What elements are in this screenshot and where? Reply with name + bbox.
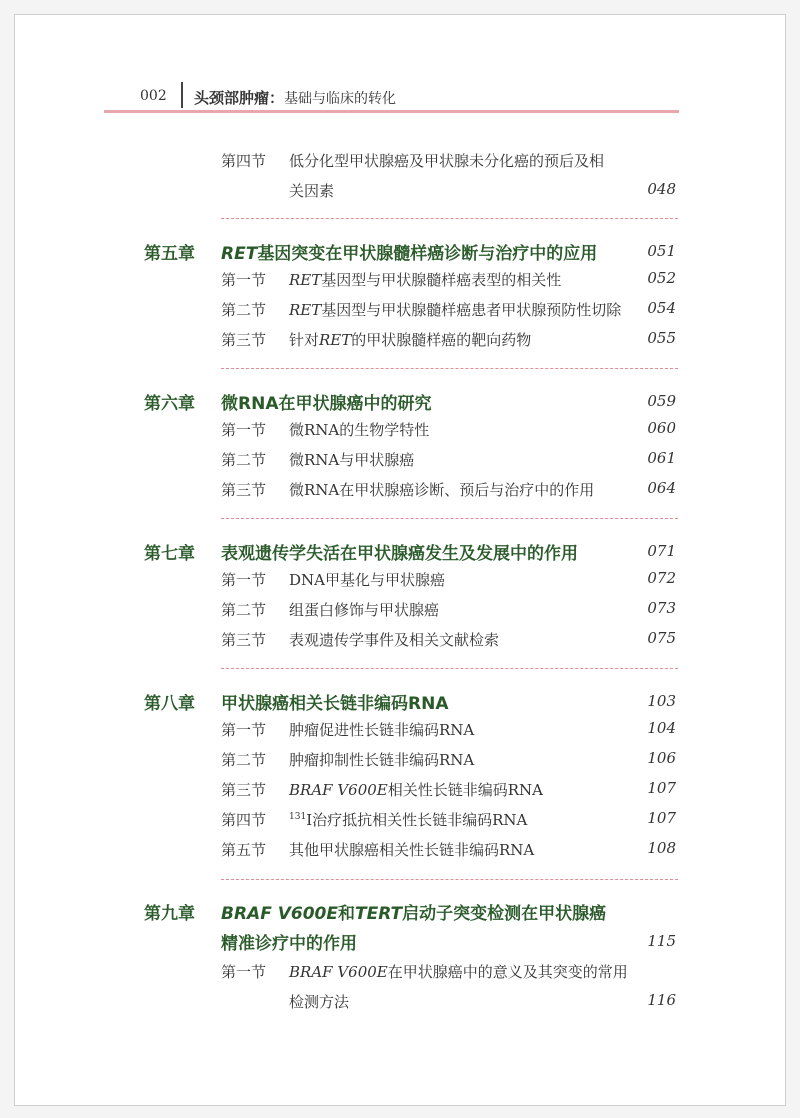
page-ref: 055 (647, 329, 676, 347)
chapter-title: 表观遗传学失活在甲状腺癌发生及发展中的作用 (221, 544, 578, 564)
section-title-text: I治疗抵抗相关性长链非编码RNA (306, 811, 528, 829)
section-label: 第一节 (221, 421, 267, 439)
section-title (289, 329, 531, 350)
section-label: 第一节 (221, 571, 267, 589)
section-title (289, 299, 621, 320)
gene-name: RET (289, 301, 322, 319)
chapter-title (221, 239, 597, 264)
chapter-divider (221, 218, 678, 219)
section-label: 第三节 (221, 331, 267, 349)
section-title: 微RNA与甲状腺癌 (289, 451, 415, 469)
page-ref: 051 (647, 242, 676, 260)
page-ref: 064 (647, 479, 676, 497)
chapter-title-text: 基因突变在甲状腺髓样癌诊断与治疗中的应用 (257, 244, 598, 264)
section-label: 第二节 (221, 601, 267, 619)
page-ref: 060 (647, 419, 676, 437)
chapter-label: 第五章 (144, 244, 195, 264)
chapter-title: 甲状腺癌相关长链非编码RNA (221, 694, 449, 714)
section-label: 第二节 (221, 451, 267, 469)
section-title-text: 在甲状腺癌中的意义及其突变的常用 (387, 963, 628, 981)
isotope-superscript: 131 (289, 812, 307, 822)
toc-chapter-row[interactable] (0, 539, 800, 569)
page-ref: 116 (647, 991, 676, 1009)
page-ref: 052 (647, 269, 676, 287)
toc-chapter-row[interactable] (0, 899, 800, 929)
page-ref: 071 (647, 542, 676, 560)
section-label: 第一节 (221, 721, 267, 739)
page-ref: 106 (647, 749, 676, 767)
toc-chapter-row[interactable] (0, 239, 800, 269)
section-label: 第五节 (221, 841, 267, 859)
toc-chapter-row[interactable] (0, 689, 800, 719)
section-title: 微RNA的生物学特性 (289, 421, 430, 439)
chapter-divider (221, 668, 678, 669)
chapter-divider (221, 518, 678, 519)
section-title-text: 基因型与甲状腺髓样癌患者甲状腺预防性切除 (321, 301, 622, 319)
page-ref: 103 (647, 692, 676, 710)
chapter-label: 第八章 (144, 694, 195, 714)
section-label: 第三节 (221, 481, 267, 499)
toc-section-row[interactable] (0, 269, 800, 299)
page-ref: 075 (647, 629, 676, 647)
chapter-label: 第六章 (144, 394, 195, 414)
toc-section-row[interactable] (0, 749, 800, 779)
toc-section-row-continued[interactable] (0, 991, 800, 1021)
section-title-text: 相关性长链非编码RNA (387, 781, 544, 799)
toc-section-row[interactable] (0, 629, 800, 659)
page-ref: 108 (647, 839, 676, 857)
section-title-text: 基因型与甲状腺髓样癌表型的相关性 (321, 271, 562, 289)
toc-chapter-row-continued[interactable] (0, 929, 800, 959)
page-ref: 104 (647, 719, 676, 737)
chapter-title (221, 899, 606, 924)
page-ref: 072 (647, 569, 676, 587)
section-label: 第四节 (221, 152, 267, 170)
section-label: 第三节 (221, 781, 267, 799)
section-title: 低分化型甲状腺癌及甲状腺未分化癌的预后及相 (289, 152, 605, 170)
section-title-text: 的甲状腺髓样癌的靶向药物 (351, 331, 532, 349)
page-ref: 115 (647, 932, 676, 950)
toc-section-row[interactable] (0, 809, 800, 839)
gene-name: RET (319, 331, 352, 349)
chapter-title-text: 启动子突变检测在甲状腺癌 (402, 904, 607, 924)
toc-section-row[interactable] (0, 961, 800, 991)
section-title-prefix: 针对 (289, 331, 320, 349)
section-label: 第四节 (221, 811, 267, 829)
toc-section-row[interactable] (0, 569, 800, 599)
chapter-label: 第九章 (144, 904, 195, 924)
toc-section-row[interactable] (0, 599, 800, 629)
toc-section-row[interactable] (0, 779, 800, 809)
gene-name: BRAF V600E (221, 904, 338, 924)
section-label: 第一节 (221, 271, 267, 289)
page-ref: 061 (647, 449, 676, 467)
chapter-title: 微RNA在甲状腺癌中的研究 (221, 394, 432, 414)
page-ref: 107 (647, 809, 676, 827)
gene-name: RET (289, 271, 322, 289)
chapter-title-line2: 精准诊疗中的作用 (221, 934, 357, 954)
section-title: 肿瘤促进性长链非编码RNA (289, 721, 475, 739)
section-title: 微RNA在甲状腺癌诊断、预后与治疗中的作用 (289, 481, 595, 499)
section-title (289, 961, 628, 982)
section-label: 第二节 (221, 751, 267, 769)
gene-name: BRAF V600E (289, 963, 388, 981)
toc-section-row[interactable] (0, 329, 800, 359)
section-title-line2: 检测方法 (289, 993, 350, 1011)
section-title (289, 779, 543, 800)
toc-section-row[interactable] (0, 479, 800, 509)
section-title: 组蛋白修饰与甲状腺癌 (289, 601, 440, 619)
chapter-title-conjunction: 和 (338, 904, 355, 924)
page-ref: 073 (647, 599, 676, 617)
toc-section-row-continued[interactable] (0, 180, 800, 210)
page-ref: 054 (647, 299, 676, 317)
section-title (289, 809, 527, 830)
chapter-label: 第七章 (144, 544, 195, 564)
toc-section-row[interactable] (0, 150, 800, 180)
section-label: 第二节 (221, 301, 267, 319)
toc-section-row[interactable] (0, 449, 800, 479)
section-label: 第一节 (221, 963, 267, 981)
toc-section-row[interactable] (0, 839, 800, 869)
gene-name: BRAF V600E (289, 781, 388, 799)
book-title-bold: 头颈部肿瘤： (194, 89, 285, 107)
toc-section-row[interactable] (0, 419, 800, 449)
page-ref: 107 (647, 779, 676, 797)
page-number: 002 (140, 88, 167, 104)
page-ref: 059 (647, 392, 676, 410)
toc-section-row[interactable] (0, 719, 800, 749)
page-ref: 048 (647, 180, 676, 198)
gene-name: RET (221, 244, 258, 264)
chapter-divider (221, 368, 678, 369)
section-title-line2: 关因素 (289, 182, 335, 200)
gene-name: TERT (355, 904, 403, 924)
section-title (289, 269, 561, 290)
section-title: DNA甲基化与甲状腺癌 (289, 571, 445, 589)
book-title-rest: 基础与临床的转化 (284, 91, 397, 107)
chapter-divider (221, 879, 678, 880)
toc-chapter-row[interactable] (0, 389, 800, 419)
section-title: 肿瘤抑制性长链非编码RNA (289, 751, 475, 769)
section-title: 其他甲状腺癌相关性长链非编码RNA (289, 841, 535, 859)
section-label: 第三节 (221, 631, 267, 649)
toc-section-row[interactable] (0, 299, 800, 329)
section-title: 表观遗传学事件及相关文献检索 (289, 631, 500, 649)
